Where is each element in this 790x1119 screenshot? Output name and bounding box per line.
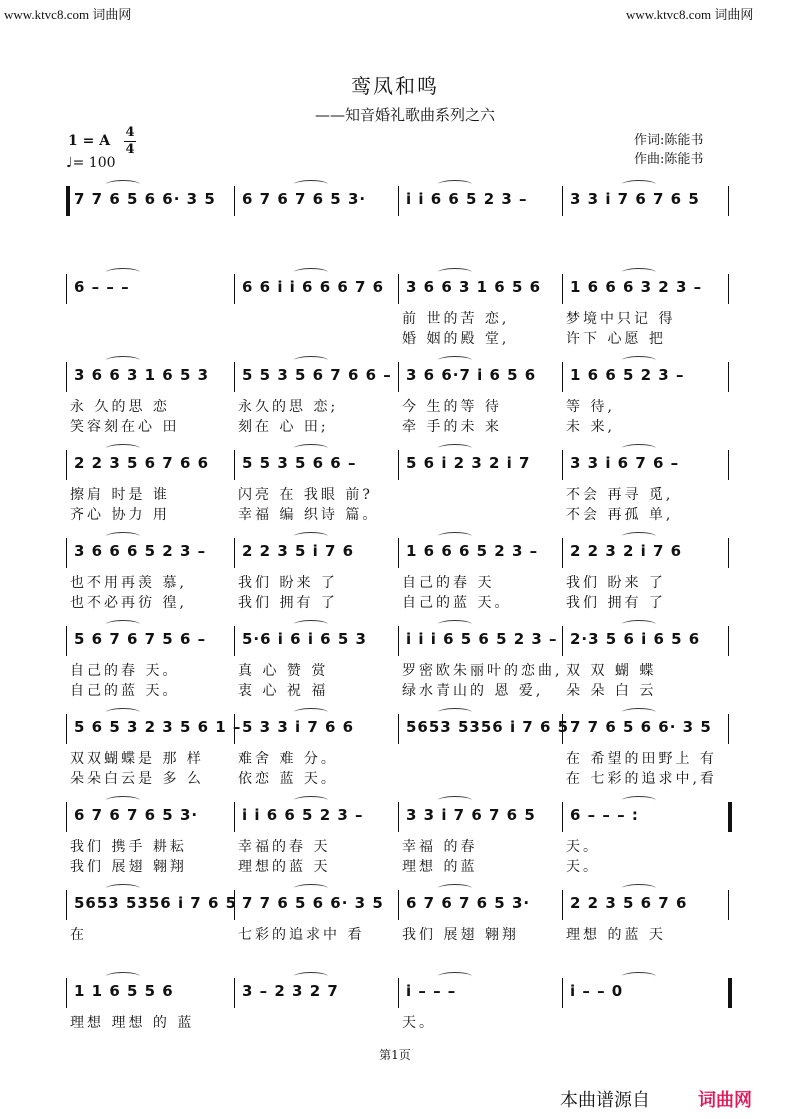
barline bbox=[728, 450, 729, 480]
slur-mark bbox=[294, 268, 328, 277]
barline bbox=[398, 362, 399, 392]
barline bbox=[562, 978, 563, 1008]
lyric-verse-2: 自己的蓝 天。 bbox=[402, 595, 512, 611]
lyric-verse-2: 自己的蓝 天。 bbox=[70, 683, 180, 699]
measure-notes: 7 7 6 5 6 6· 3 5 bbox=[74, 190, 216, 208]
song-title: 鸾凤和鸣 bbox=[351, 74, 439, 98]
slur-mark bbox=[106, 268, 140, 277]
slur-mark bbox=[622, 444, 656, 453]
barline bbox=[66, 978, 67, 1008]
lyric-verse-2: 我们 展翅 翱翔 bbox=[70, 859, 187, 875]
time-signature bbox=[124, 126, 136, 157]
barline bbox=[728, 274, 729, 304]
barline bbox=[562, 186, 563, 216]
slur-mark bbox=[106, 356, 140, 365]
watermark-right: www.ktvc8.com 词曲网 bbox=[626, 7, 754, 22]
barline bbox=[66, 538, 67, 568]
measure-notes: 5 3 3 i 7 6 6 bbox=[242, 718, 355, 736]
barline bbox=[398, 538, 399, 568]
tempo-marking: ♩= 100 bbox=[66, 155, 116, 171]
lyric-verse-2: 未 来, bbox=[566, 419, 615, 435]
lyric-verse-2: 笑容刻在心 田 bbox=[70, 419, 180, 435]
barline bbox=[234, 978, 235, 1008]
time-sig-top: 4 bbox=[125, 125, 135, 140]
music-system bbox=[66, 276, 730, 356]
lyric-verse-1: 在 bbox=[70, 927, 87, 943]
lyric-verse-1: 幸福 的春 bbox=[402, 839, 478, 855]
lyric-verse-2: 牵 手的未 来 bbox=[402, 419, 502, 435]
slur-mark bbox=[294, 972, 328, 981]
slur-mark bbox=[106, 884, 140, 893]
barline bbox=[66, 890, 67, 920]
lyric-verse-1: 在 希望的田野上 有 bbox=[566, 751, 717, 767]
barline bbox=[728, 714, 729, 744]
measure-notes: 2·3 5 6 i 6 5 6 bbox=[570, 630, 701, 648]
measure-notes: 5 5 3 5 6 6 – bbox=[242, 454, 357, 472]
lyric-verse-1: 理想 理想 的 蓝 bbox=[70, 1015, 195, 1031]
page-number: 第1页 bbox=[379, 1048, 411, 1062]
barline bbox=[398, 714, 399, 744]
slur-mark bbox=[438, 620, 472, 629]
measure-notes: i i 6 6 5 2 3 – bbox=[242, 806, 364, 824]
barline bbox=[728, 890, 729, 920]
slur-mark bbox=[294, 356, 328, 365]
measure-notes: 7 7 6 5 6 6· 3 5 bbox=[242, 894, 384, 912]
lyric-verse-2: 朵朵白云是 多 么 bbox=[70, 771, 204, 787]
barline bbox=[66, 714, 67, 744]
slur-mark bbox=[106, 444, 140, 453]
lyric-verse-1: 我们 展翅 翱翔 bbox=[402, 927, 519, 943]
measure-notes: 2 2 3 5 6 7 6 6 bbox=[74, 454, 210, 472]
barline bbox=[728, 802, 732, 832]
slur-mark bbox=[622, 532, 656, 541]
slur-mark bbox=[106, 180, 140, 189]
lyric-verse-1: 天。 bbox=[566, 839, 600, 855]
barline bbox=[66, 186, 70, 216]
barline bbox=[234, 626, 235, 656]
measure-notes: 2 2 3 5 6 7 6 bbox=[570, 894, 688, 912]
barline bbox=[234, 362, 235, 392]
barline bbox=[562, 802, 563, 832]
measure-notes: 5 6 7 6 7 5 6 – bbox=[74, 630, 207, 648]
lyric-verse-2: 理想 的蓝 bbox=[402, 859, 478, 875]
measure-notes: 6 7 6 7 6 5 3· bbox=[74, 806, 199, 824]
barline bbox=[234, 802, 235, 832]
barline bbox=[728, 362, 729, 392]
lyric-verse-1: 擦肩 时是 谁 bbox=[70, 487, 170, 503]
lyric-verse-1: 理想 的蓝 天 bbox=[566, 927, 666, 943]
barline bbox=[66, 450, 67, 480]
measure-notes: 5·6 i 6 i 6 5 3 bbox=[242, 630, 367, 648]
lyric-verse-2: 刻在 心 田; bbox=[238, 419, 329, 435]
lyric-verse-1: 闪亮 在 我眼 前? bbox=[238, 487, 373, 503]
barline bbox=[66, 626, 67, 656]
lyric-verse-1: 七彩的追求中 看 bbox=[238, 927, 365, 943]
music-system bbox=[66, 540, 730, 620]
music-system bbox=[66, 716, 730, 796]
barline bbox=[728, 538, 729, 568]
measure-notes: 5 5 3 5 6 7 6 6 – bbox=[242, 366, 392, 384]
barline bbox=[728, 978, 732, 1008]
measure-notes: i i 6 6 5 2 3 – bbox=[406, 190, 528, 208]
measure-notes: 5653 5356 i 7 6 5 bbox=[74, 894, 238, 912]
barline bbox=[66, 274, 67, 304]
song-subtitle: ——知音婚礼歌曲系列之六 bbox=[314, 106, 495, 124]
barline bbox=[234, 186, 235, 216]
lyric-verse-2: 不会 再孤 单, bbox=[566, 507, 674, 523]
measure-notes: 3 6 6·7 i 6 5 6 bbox=[406, 366, 537, 384]
measure-notes: 5 6 5 3 2 3 5 6 1 – bbox=[74, 718, 242, 736]
barline bbox=[234, 450, 235, 480]
lyric-verse-1: 自己的春 天 bbox=[402, 575, 495, 591]
barline bbox=[562, 362, 563, 392]
barline bbox=[398, 274, 399, 304]
lyric-verse-2: 理想的蓝 天 bbox=[238, 859, 331, 875]
lyric-verse-1: 双 双 蝴 蝶 bbox=[566, 663, 657, 679]
lyric-verse-1: 我们 携手 耕耘 bbox=[70, 839, 187, 855]
lyric-verse-2: 许下 心愿 把 bbox=[566, 331, 666, 347]
lyric-verse-2: 我们 拥有 了 bbox=[566, 595, 666, 611]
slur-mark bbox=[294, 884, 328, 893]
lyric-verse-1: 等 待, bbox=[566, 399, 615, 415]
lyric-verse-1: 难舍 难 分。 bbox=[238, 751, 338, 767]
lyric-verse-2: 绿水青山的 恩 爱, bbox=[402, 683, 544, 699]
slur-mark bbox=[438, 532, 472, 541]
lyric-verse-2: 在 七彩的追求中,看 bbox=[566, 771, 717, 787]
barline bbox=[398, 186, 399, 216]
slur-mark bbox=[438, 972, 472, 981]
measure-notes: 2 2 3 5 i 7 6 bbox=[242, 542, 355, 560]
lyric-verse-1: 我们 盼来 了 bbox=[238, 575, 338, 591]
lyric-verse-1: 罗密欧朱丽叶的恋曲, bbox=[402, 663, 563, 679]
time-sig-bottom: 4 bbox=[125, 142, 135, 157]
slur-mark bbox=[438, 796, 472, 805]
slur-mark bbox=[622, 620, 656, 629]
source-label: 本曲谱源自 bbox=[560, 1090, 650, 1111]
measure-notes: 6 7 6 7 6 5 3· bbox=[406, 894, 531, 912]
measure-notes: 1 6 6 5 2 3 – bbox=[570, 366, 685, 384]
lyric-verse-1: 我们 盼来 了 bbox=[566, 575, 666, 591]
measure-notes: 3 6 6 3 1 6 5 6 bbox=[406, 278, 542, 296]
lyric-verse-2: 幸福 编 织诗 篇。 bbox=[238, 507, 380, 523]
barline bbox=[728, 186, 729, 216]
lyric-verse-2: 婚 姻的殿 堂, bbox=[402, 331, 510, 347]
barline bbox=[234, 538, 235, 568]
watermark-left: www.ktvc8.com 词曲网 bbox=[4, 7, 132, 22]
slur-mark bbox=[106, 796, 140, 805]
slur-mark bbox=[622, 972, 656, 981]
barline bbox=[66, 362, 67, 392]
barline bbox=[728, 626, 729, 656]
measure-notes: i – – – bbox=[406, 982, 457, 1000]
slur-mark bbox=[438, 356, 472, 365]
music-system bbox=[66, 452, 730, 532]
slur-mark bbox=[622, 884, 656, 893]
measure-notes: 1 1 6 5 5 6 bbox=[74, 982, 174, 1000]
lyric-verse-1: 今 生的等 待 bbox=[402, 399, 502, 415]
barline bbox=[398, 890, 399, 920]
measure-notes: 6 – – – : bbox=[570, 806, 639, 824]
measure-notes: 6 – – – bbox=[74, 278, 130, 296]
music-system bbox=[66, 188, 730, 268]
lyric-verse-1: 永 久的思 恋 bbox=[70, 399, 170, 415]
lyric-verse-1: 不会 再寻 觅, bbox=[566, 487, 674, 503]
slur-mark bbox=[294, 180, 328, 189]
slur-mark bbox=[622, 180, 656, 189]
lyric-verse-2: 朵 朵 白 云 bbox=[566, 683, 657, 699]
lyric-verse-2: 天。 bbox=[566, 859, 600, 875]
slur-mark bbox=[622, 356, 656, 365]
barline bbox=[66, 802, 67, 832]
slur-mark bbox=[438, 268, 472, 277]
measure-notes: 1 6 6 6 3 2 3 – bbox=[570, 278, 703, 296]
lyric-verse-2: 衷 心 祝 福 bbox=[238, 683, 329, 699]
slur-mark bbox=[438, 884, 472, 893]
measure-notes: 5653 5356 i 7 6 5 bbox=[406, 718, 570, 736]
barline bbox=[562, 274, 563, 304]
slur-mark bbox=[106, 532, 140, 541]
slur-mark bbox=[294, 532, 328, 541]
slur-mark bbox=[438, 444, 472, 453]
source-site-link[interactable]: 词曲网 bbox=[698, 1090, 752, 1111]
lyric-verse-1: 永久的思 恋; bbox=[238, 399, 339, 415]
measure-notes: 7 7 6 5 6 6· 3 5 bbox=[570, 718, 712, 736]
slur-mark bbox=[294, 708, 328, 717]
lyric-verse-1: 双双蝴蝶是 那 样 bbox=[70, 751, 204, 767]
composer-credit: 作曲:陈能书 bbox=[634, 152, 704, 167]
measure-notes: 3 3 i 7 6 7 6 5 bbox=[406, 806, 536, 824]
barline bbox=[398, 978, 399, 1008]
slur-mark bbox=[294, 444, 328, 453]
measure-notes: 3 3 i 7 6 7 6 5 bbox=[570, 190, 700, 208]
key-signature: 1 = A bbox=[68, 133, 111, 149]
lyric-verse-2: 齐心 协力 用 bbox=[70, 507, 170, 523]
barline bbox=[234, 274, 235, 304]
measure-notes: 3 6 6 6 5 2 3 – bbox=[74, 542, 207, 560]
slur-mark bbox=[294, 620, 328, 629]
slur-mark bbox=[106, 972, 140, 981]
barline bbox=[562, 626, 563, 656]
slur-mark bbox=[438, 180, 472, 189]
measure-notes: 3 6 6 3 1 6 5 3 bbox=[74, 366, 210, 384]
slur-mark bbox=[438, 708, 472, 717]
lyric-verse-1: 幸福的春 天 bbox=[238, 839, 331, 855]
lyric-verse-1: 梦境中只记 得 bbox=[566, 311, 676, 327]
slur-mark bbox=[622, 268, 656, 277]
slur-mark bbox=[622, 796, 656, 805]
lyric-verse-1: 天。 bbox=[402, 1015, 436, 1031]
lyric-verse-1: 自己的春 天。 bbox=[70, 663, 180, 679]
barline bbox=[562, 890, 563, 920]
music-system bbox=[66, 804, 730, 884]
measure-notes: 3 3 i 6 7 6 – bbox=[570, 454, 680, 472]
measure-notes: 2 2 3 2 i 7 6 bbox=[570, 542, 683, 560]
lyricist-credit: 作词:陈能书 bbox=[634, 133, 704, 148]
measure-notes: 5 6 i 2 3 2 i 7 bbox=[406, 454, 531, 472]
music-system bbox=[66, 892, 730, 972]
slur-mark bbox=[106, 708, 140, 717]
barline bbox=[398, 626, 399, 656]
lyric-verse-2: 依恋 蓝 天。 bbox=[238, 771, 338, 787]
music-system bbox=[66, 628, 730, 708]
barline bbox=[562, 538, 563, 568]
measure-notes: i i i 6 5 6 5 2 3 – bbox=[406, 630, 558, 648]
measure-notes: 6 7 6 7 6 5 3· bbox=[242, 190, 367, 208]
lyric-verse-1: 真 心 赞 赏 bbox=[238, 663, 329, 679]
music-system bbox=[66, 364, 730, 444]
slur-mark bbox=[622, 708, 656, 717]
lyric-verse-1: 也不用再羡 慕, bbox=[70, 575, 187, 591]
barline bbox=[398, 450, 399, 480]
lyric-verse-2: 我们 拥有 了 bbox=[238, 595, 338, 611]
measure-notes: 1 6 6 6 5 2 3 – bbox=[406, 542, 539, 560]
lyric-verse-1: 前 世的苦 恋, bbox=[402, 311, 510, 327]
slur-mark bbox=[294, 796, 328, 805]
measure-notes: 3 – 2 3 2 7 bbox=[242, 982, 339, 1000]
slur-mark bbox=[106, 620, 140, 629]
measure-notes: i – – 0 bbox=[570, 982, 624, 1000]
barline bbox=[562, 450, 563, 480]
barline bbox=[398, 802, 399, 832]
measure-notes: 6 6 i i 6 6 6 7 6 bbox=[242, 278, 385, 296]
lyric-verse-2: 也不必再彷 徨, bbox=[70, 595, 187, 611]
